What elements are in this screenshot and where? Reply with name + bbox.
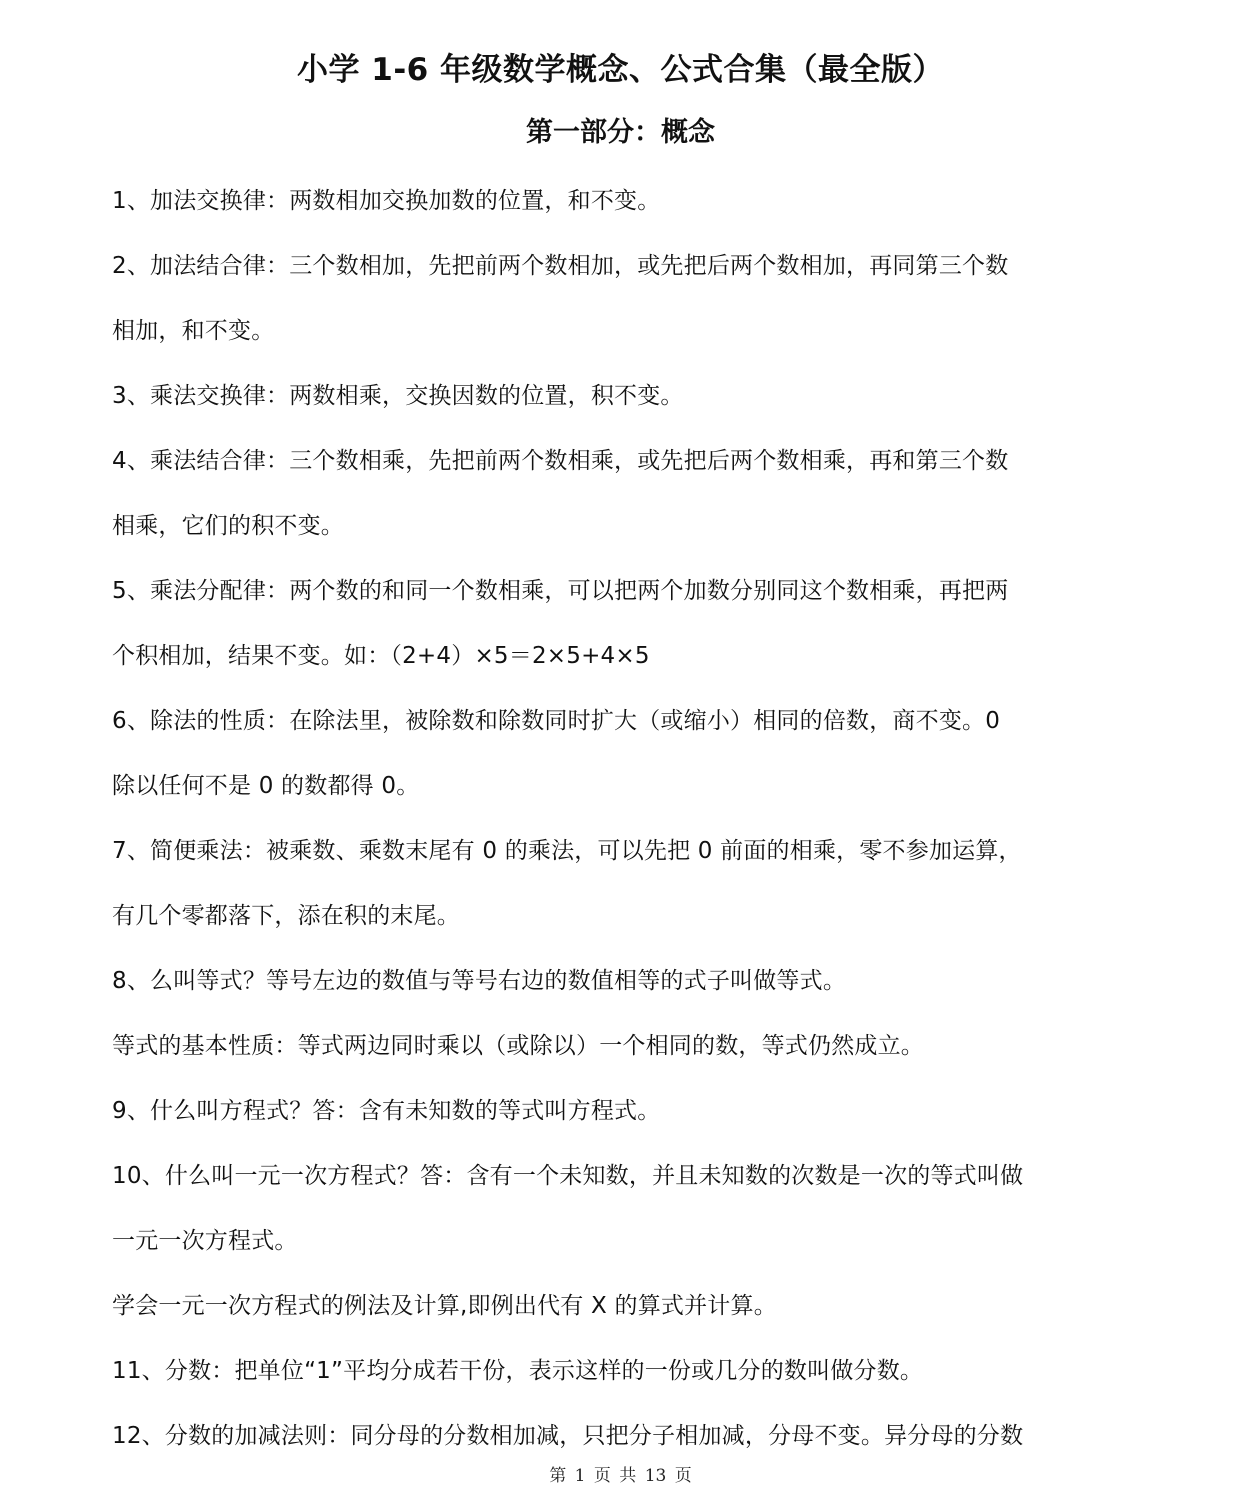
text-line: 相加，和不变。	[112, 318, 275, 344]
text-line: 除以任何不是 0 的数都得 0。	[112, 773, 420, 799]
text-line: 等式的基本性质：等式两边同时乘以（或除以）一个相同的数，等式仍然成立。	[112, 1033, 924, 1059]
text-line: 3、乘法交换律：两数相乘，交换因数的位置，积不变。	[112, 383, 684, 409]
text-line: 8、么叫等式？等号左边的数值与等号右边的数值相等的式子叫做等式。	[112, 968, 847, 994]
text-line: 9、什么叫方程式？答：含有未知数的等式叫方程式。	[112, 1098, 661, 1124]
text-line: 个积相加，结果不变。如：（2+4）×5＝2×5+4×5	[112, 643, 650, 669]
text-line: 5、乘法分配律：两个数的和同一个数相乘，可以把两个加数分别同这个数相乘，再把两	[112, 578, 1009, 604]
text-line: 相乘，它们的积不变。	[112, 513, 344, 539]
text-line: 7、简便乘法：被乘数、乘数末尾有 0 的乘法，可以先把 0 前面的相乘，零不参加运算，	[112, 838, 1022, 864]
document-body	[112, 171, 1102, 1471]
text-line: 6、除法的性质：在除法里，被除数和除数同时扩大（或缩小）相同的倍数，商不变。0	[112, 708, 1001, 734]
text-line: 12、分数的加减法则：同分母的分数相加减，只把分子相加减，分母不变。异分母的分数	[112, 1423, 1024, 1449]
text-line: 11、分数：把单位“1”平均分成若干份，表示这样的一份或几分的数叫做分数。	[112, 1358, 924, 1384]
text-line: 10、什么叫一元一次方程式？答：含有一个未知数，并且未知数的次数是一次的等式叫做	[112, 1163, 1024, 1189]
section-title: 第一部分：概念	[526, 117, 715, 148]
text-line: 有几个零都落下，添在积的末尾。	[112, 903, 460, 929]
text-line: 1、加法交换律：两数相加交换加数的位置，和不变。	[112, 188, 661, 214]
page-footer: 第 1 页 共 13 页	[549, 1466, 692, 1486]
page-title: 小学 1-6 年级数学概念、公式合集（最全版）	[296, 52, 945, 88]
text-line: 4、乘法结合律：三个数相乘，先把前两个数相乘，或先把后两个数相乘，再和第三个数	[112, 448, 1009, 474]
text-line: 2、加法结合律：三个数相加，先把前两个数相加，或先把后两个数相加，再同第三个数	[112, 253, 1009, 279]
text-line: 一元一次方程式。	[112, 1228, 298, 1254]
text-line: 学会一元一次方程式的例法及计算,即例出代有 X 的算式并计算。	[112, 1293, 777, 1319]
